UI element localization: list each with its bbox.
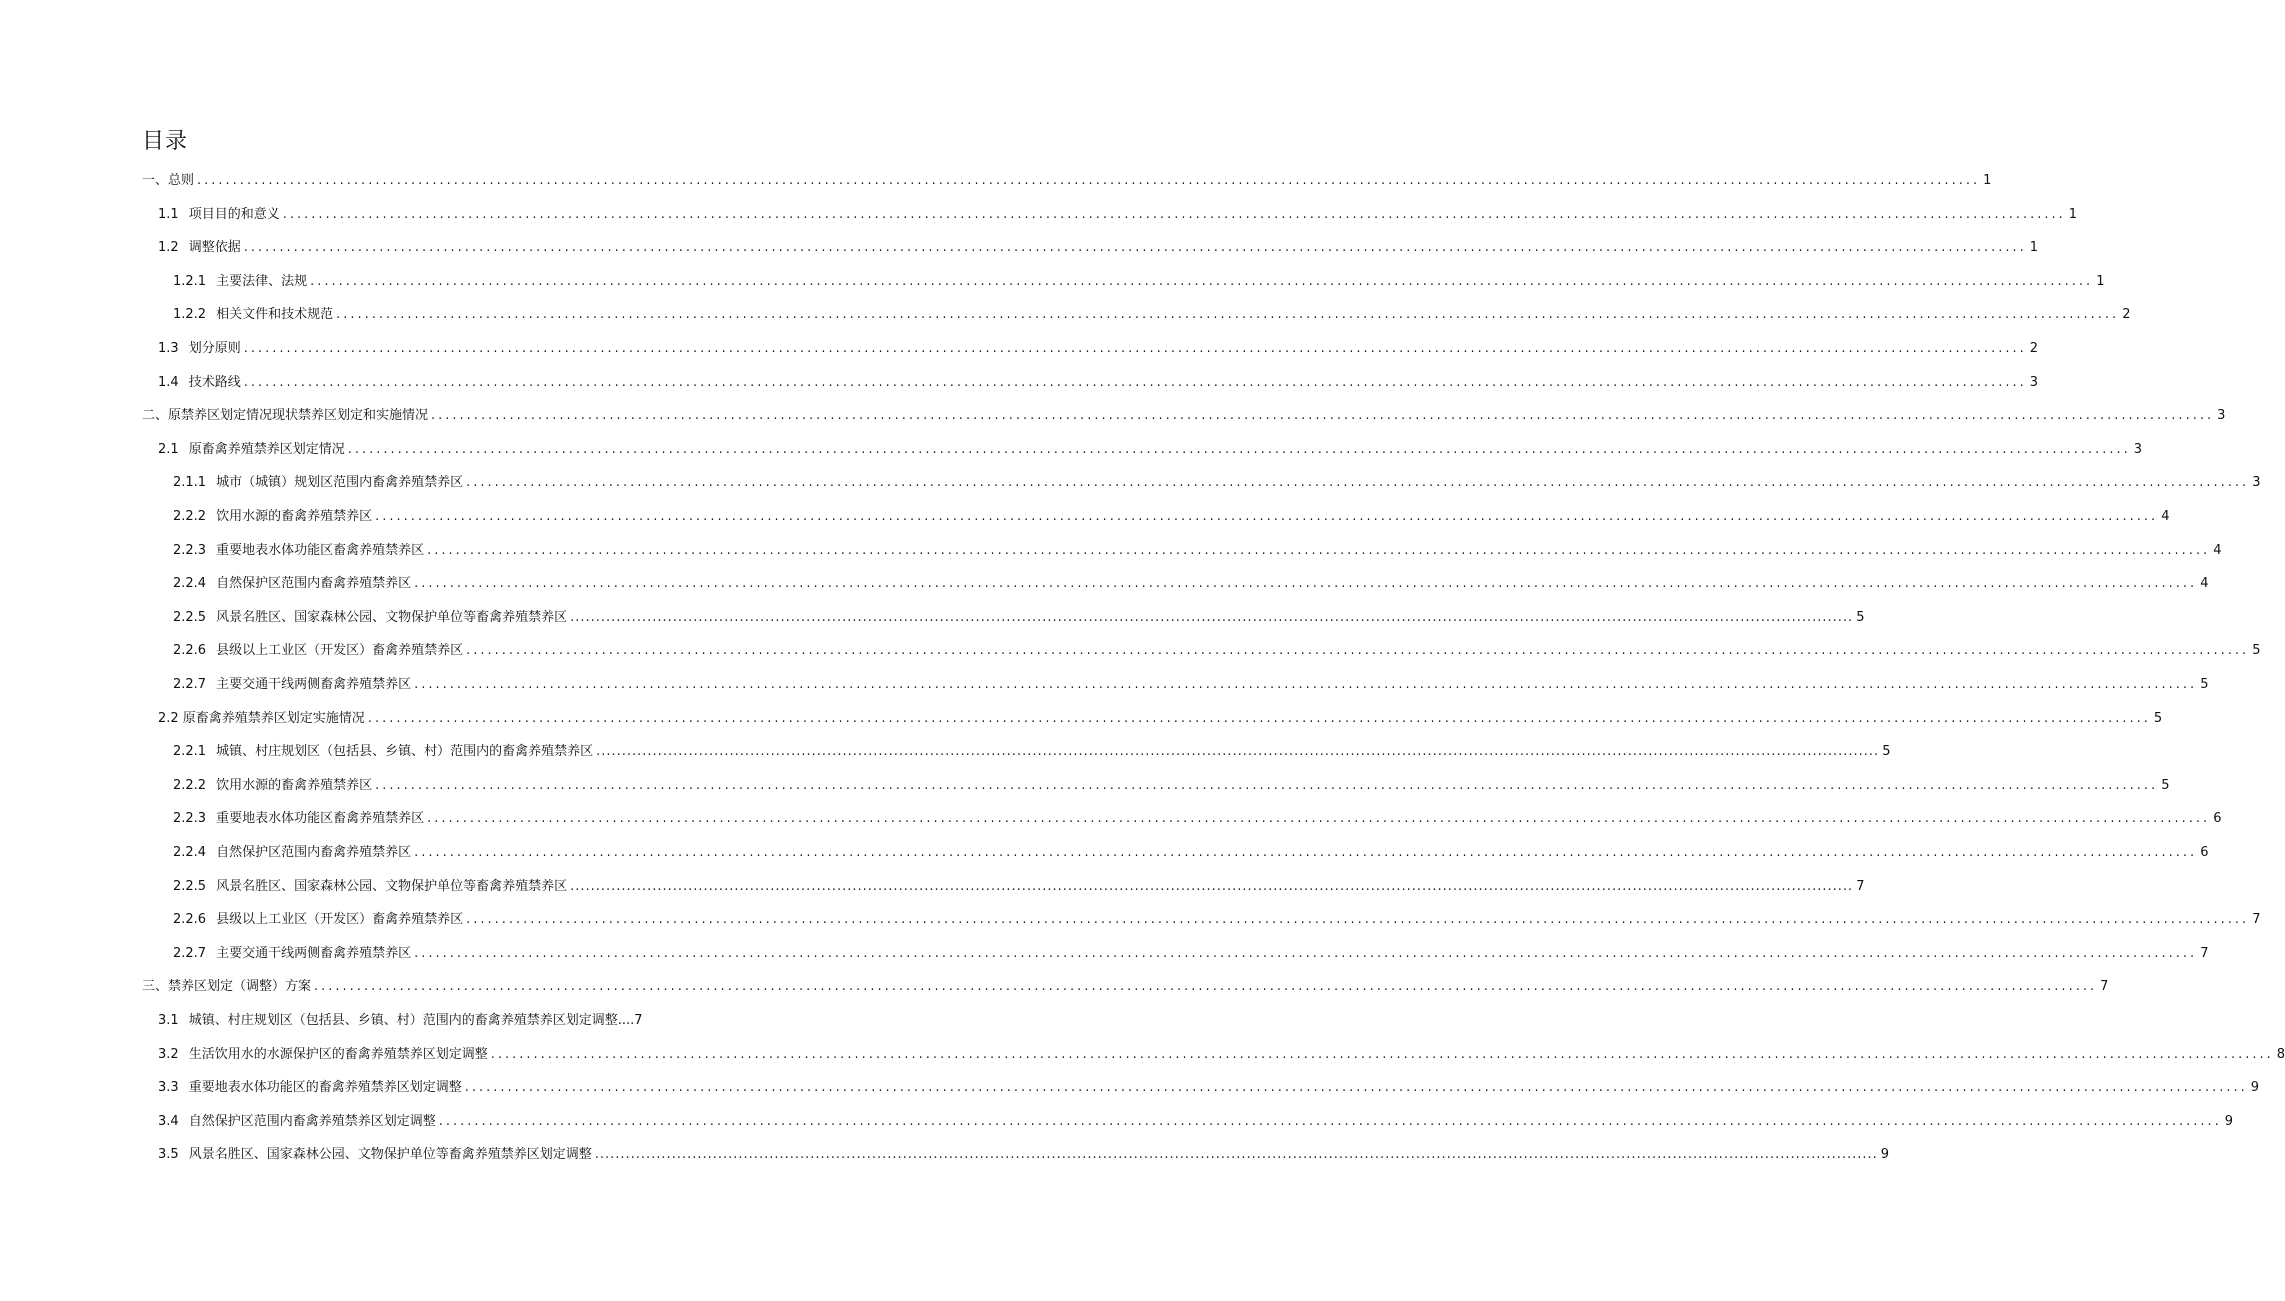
toc-entry-label: 重要地表水体功能区畜禽养殖禁养区 — [216, 811, 425, 827]
toc-entry-page: 7 — [2200, 945, 2209, 961]
toc-entry[interactable] — [173, 571, 2209, 597]
toc-entry[interactable] — [158, 1142, 1890, 1168]
toc-entry[interactable] — [158, 336, 2039, 362]
toc-entry-page: 3 — [2029, 374, 2039, 390]
toc-entry-page: 7 — [1856, 878, 1865, 894]
toc-entry-page: 1 — [2096, 273, 2105, 289]
toc-entry-number: 2.2.4 — [173, 845, 207, 860]
toc-dot-leader — [314, 974, 2097, 1000]
toc-entry-page: 3 — [2133, 441, 2143, 457]
toc-entry-label: 自然保护区范围内畜禽养殖禁养区 — [216, 845, 412, 860]
toc-entry-number: 2.1 — [158, 441, 179, 457]
toc-entry[interactable] — [142, 974, 2109, 1000]
toc-dot-leader — [244, 235, 2027, 261]
toc-entry[interactable] — [158, 1075, 2260, 1101]
toc-entry-number: 1.2 — [158, 240, 179, 256]
toc-dot-leader — [368, 706, 2151, 732]
toc-entry-label: 风景名胜区、国家森林公园、文物保护单位等畜禽养殖禁养区 — [216, 878, 568, 894]
toc-entry-label: 城市（城镇）规划区范围内畜禽养殖禁养区 — [216, 475, 464, 491]
toc-entry-label: 划分原则 — [188, 341, 241, 356]
toc-entry[interactable] — [173, 907, 2261, 933]
toc-entry-page: 3 — [2217, 408, 2226, 424]
toc-entry-page: 6 — [2200, 845, 2209, 860]
toc-dot-leader — [414, 571, 2197, 597]
toc-entry-label: 主要交通干线两侧畜禽养殖禁养区 — [216, 945, 412, 961]
toc-entry-label: 二、原禁养区划定情况现状禁养区划定和实施情况 — [142, 408, 429, 424]
toc-entry-page: 7 — [2100, 979, 2109, 995]
toc-entry[interactable] — [173, 269, 2105, 295]
toc-entry-page: 6 — [2213, 811, 2222, 827]
toc-entry-page: 7 — [2252, 912, 2261, 928]
toc-dot-leader — [283, 202, 2066, 228]
toc-entry[interactable] — [142, 403, 2226, 429]
toc-entry[interactable] — [158, 202, 2078, 228]
toc-entry[interactable] — [142, 168, 1992, 194]
toc-dot-leader — [427, 806, 2210, 832]
toc-entry-label: 风景名胜区、国家森林公园、文物保护单位等畜禽养殖禁养区划定调整 — [188, 1147, 592, 1163]
toc-entry-page: 2 — [2122, 307, 2131, 323]
toc-entry-label: 县级以上工业区（开发区）畜禽养殖禁养区 — [216, 912, 464, 928]
toc-entry-page: 9 — [1880, 1147, 1890, 1163]
toc-entry-page: 4 — [2200, 576, 2209, 592]
toc-entry[interactable] — [173, 302, 2131, 328]
toc-entry-page: 8 — [2276, 1046, 2285, 1062]
toc-dot-leader — [595, 1142, 1878, 1168]
toc-entry-label: 重要地表水体功能区畜禽养殖禁养区 — [216, 542, 425, 558]
toc-entry[interactable] — [158, 1008, 643, 1034]
toc-dot-leader — [466, 470, 2249, 496]
toc-dot-leader — [310, 269, 2093, 295]
toc-dot-leader — [375, 773, 2158, 799]
toc-dot-leader — [244, 336, 2027, 362]
toc-entry-label: 生活饮用水的水源保护区的畜禽养殖禁养区划定调整 — [188, 1046, 488, 1062]
toc-entry-number: 2.2.1 — [173, 744, 207, 760]
toc-dot-leader — [596, 739, 1879, 765]
toc-entry[interactable] — [158, 437, 2143, 463]
toc-entry-label: 技术路线 — [188, 374, 241, 390]
toc-entry-number: 2.2.2 — [173, 509, 207, 524]
toc-entry-page: 4 — [2213, 542, 2222, 558]
toc-entry-page: 1 — [2068, 206, 2078, 222]
toc-entry-number: 2.2.5 — [173, 878, 207, 894]
toc-entry-number: 1.2.2 — [173, 307, 207, 323]
toc-entry-page: 5 — [2200, 677, 2209, 692]
toc-dot-leader — [336, 302, 2119, 328]
toc-dot-leader — [375, 504, 2158, 530]
toc-entry-label: 饮用水源的畜禽养殖禁养区 — [216, 509, 373, 524]
toc-entry-label: 县级以上工业区（开发区）畜禽养殖禁养区 — [216, 643, 464, 659]
toc-entry[interactable] — [173, 941, 2209, 967]
toc-entry-number: 2.2.2 — [173, 777, 207, 793]
toc-dot-leader — [491, 1042, 2274, 1068]
toc-entry[interactable] — [158, 1042, 2285, 1068]
toc-entry-label: 调整依据 — [188, 240, 241, 256]
toc-entry-number: 2.2.5 — [173, 609, 207, 625]
toc-entry-label: 一、总则 — [142, 173, 195, 188]
toc-entry-number: 2.2.6 — [173, 643, 207, 659]
toc-entry-number: 2.2.3 — [173, 542, 207, 558]
toc-entry-page: 9 — [2224, 1113, 2234, 1129]
toc-entry[interactable] — [173, 739, 1891, 765]
toc-entry-number: 1.4 — [158, 374, 179, 390]
toc-entry[interactable] — [173, 470, 2261, 496]
toc-entry-number: 2.2.6 — [173, 912, 207, 928]
toc-dot-leader — [414, 672, 2197, 698]
toc-entry-number: 3.4 — [158, 1113, 179, 1129]
toc-dot-leader — [570, 874, 1853, 900]
toc-dot-leader — [244, 370, 2027, 396]
toc-entry[interactable] — [158, 1109, 2234, 1135]
toc-entry-label: 重要地表水体功能区的畜禽养殖禁养区划定调整 — [188, 1080, 462, 1096]
toc-entry-number: 2.2.3 — [173, 811, 207, 827]
toc-entry[interactable] — [173, 840, 2209, 866]
toc-dot-leader — [348, 437, 2131, 463]
toc-entry-label: 饮用水源的畜禽养殖禁养区 — [216, 777, 373, 793]
toc-title: 目录 — [142, 129, 189, 154]
toc-entry-label: 项目目的和意义 — [188, 206, 280, 222]
toc-dot-leader — [414, 941, 2197, 967]
toc-entry-number: 2.2.4 — [173, 576, 207, 592]
toc-entry-label: 相关文件和技术规范 — [216, 307, 334, 323]
toc-entry-page: 5 — [2153, 710, 2163, 726]
toc-entry-page: 5 — [1882, 744, 1891, 760]
toc-dot-leader — [466, 907, 2249, 933]
toc-entry-label: 2.2 原畜禽养殖禁养区划定实施情况 — [158, 710, 365, 726]
toc-entry[interactable] — [158, 706, 2163, 732]
toc-entry-page: 5 — [2161, 777, 2170, 793]
toc-entry[interactable] — [158, 370, 2039, 396]
toc-entry-label: 风景名胜区、国家森林公园、文物保护单位等畜禽养殖禁养区 — [216, 609, 568, 625]
toc-entry[interactable] — [173, 806, 2222, 832]
toc-entry-number: 3.2 — [158, 1046, 179, 1062]
toc-dot-leader — [427, 538, 2210, 564]
toc-entry[interactable] — [173, 672, 2209, 698]
toc-entry-label: 自然保护区范围内畜禽养殖禁养区划定调整 — [188, 1113, 436, 1129]
toc-entry-number: 3.3 — [158, 1080, 179, 1096]
toc-entry[interactable] — [173, 605, 1865, 631]
toc-entry-page: 1 — [2029, 240, 2039, 256]
toc-entry-page: 4 — [2161, 509, 2170, 524]
toc-entry-label: 主要法律、法规 — [216, 273, 308, 289]
toc-entry-page: 9 — [2250, 1080, 2260, 1096]
toc-dot-leader — [431, 403, 2214, 429]
toc-entry-label: 城镇、村庄规划区（包括县、乡镇、村）范围内的畜禽养殖禁养区 — [216, 744, 594, 760]
toc-entry-page: 1 — [1983, 173, 1992, 188]
toc-dot-leader — [414, 840, 2197, 866]
toc-entry[interactable] — [173, 874, 1865, 900]
toc-entry-label: 主要交通干线两侧畜禽养殖禁养区 — [216, 677, 412, 692]
toc-entry-number: 1.2.1 — [173, 273, 207, 289]
toc-dot-leader — [466, 638, 2249, 664]
toc-entry[interactable] — [173, 504, 2170, 530]
toc-entry-label: 自然保护区范围内畜禽养殖禁养区 — [216, 576, 412, 592]
toc-entry[interactable] — [173, 538, 2222, 564]
toc-dot-leader — [197, 168, 1980, 194]
toc-entry[interactable] — [173, 638, 2261, 664]
toc-entry-label: 三、禁养区划定（调整）方案 — [142, 979, 312, 995]
toc-entry-number: 3.5 — [158, 1147, 179, 1163]
toc-entry-number: 2.1.1 — [173, 475, 207, 491]
toc-entry-page: 5 — [1856, 609, 1865, 625]
toc-entry-page: 5 — [2252, 643, 2261, 659]
toc-dot-leader — [570, 605, 1853, 631]
toc-entry-number: 2.2.7 — [173, 945, 207, 961]
toc-entry-number: 3.1 — [158, 1013, 179, 1028]
toc-dot-leader — [465, 1075, 2248, 1101]
toc-entry-label: 原畜禽养殖禁养区划定情况 — [188, 441, 345, 457]
toc-entry-number: 1.1 — [158, 206, 179, 222]
toc-entry-label: 城镇、村庄规划区（包括县、乡镇、村）范围内的畜禽养殖禁养区划定调整....7 — [188, 1013, 643, 1028]
toc-entry[interactable] — [173, 773, 2170, 799]
toc-entry-page: 3 — [2252, 475, 2261, 491]
toc-entry[interactable] — [158, 235, 2039, 261]
toc-entry-number: 1.3 — [158, 341, 179, 356]
toc-dot-leader — [439, 1109, 2222, 1135]
toc-entry-page: 2 — [2029, 341, 2039, 356]
toc-entry-number: 2.2.7 — [173, 677, 207, 692]
